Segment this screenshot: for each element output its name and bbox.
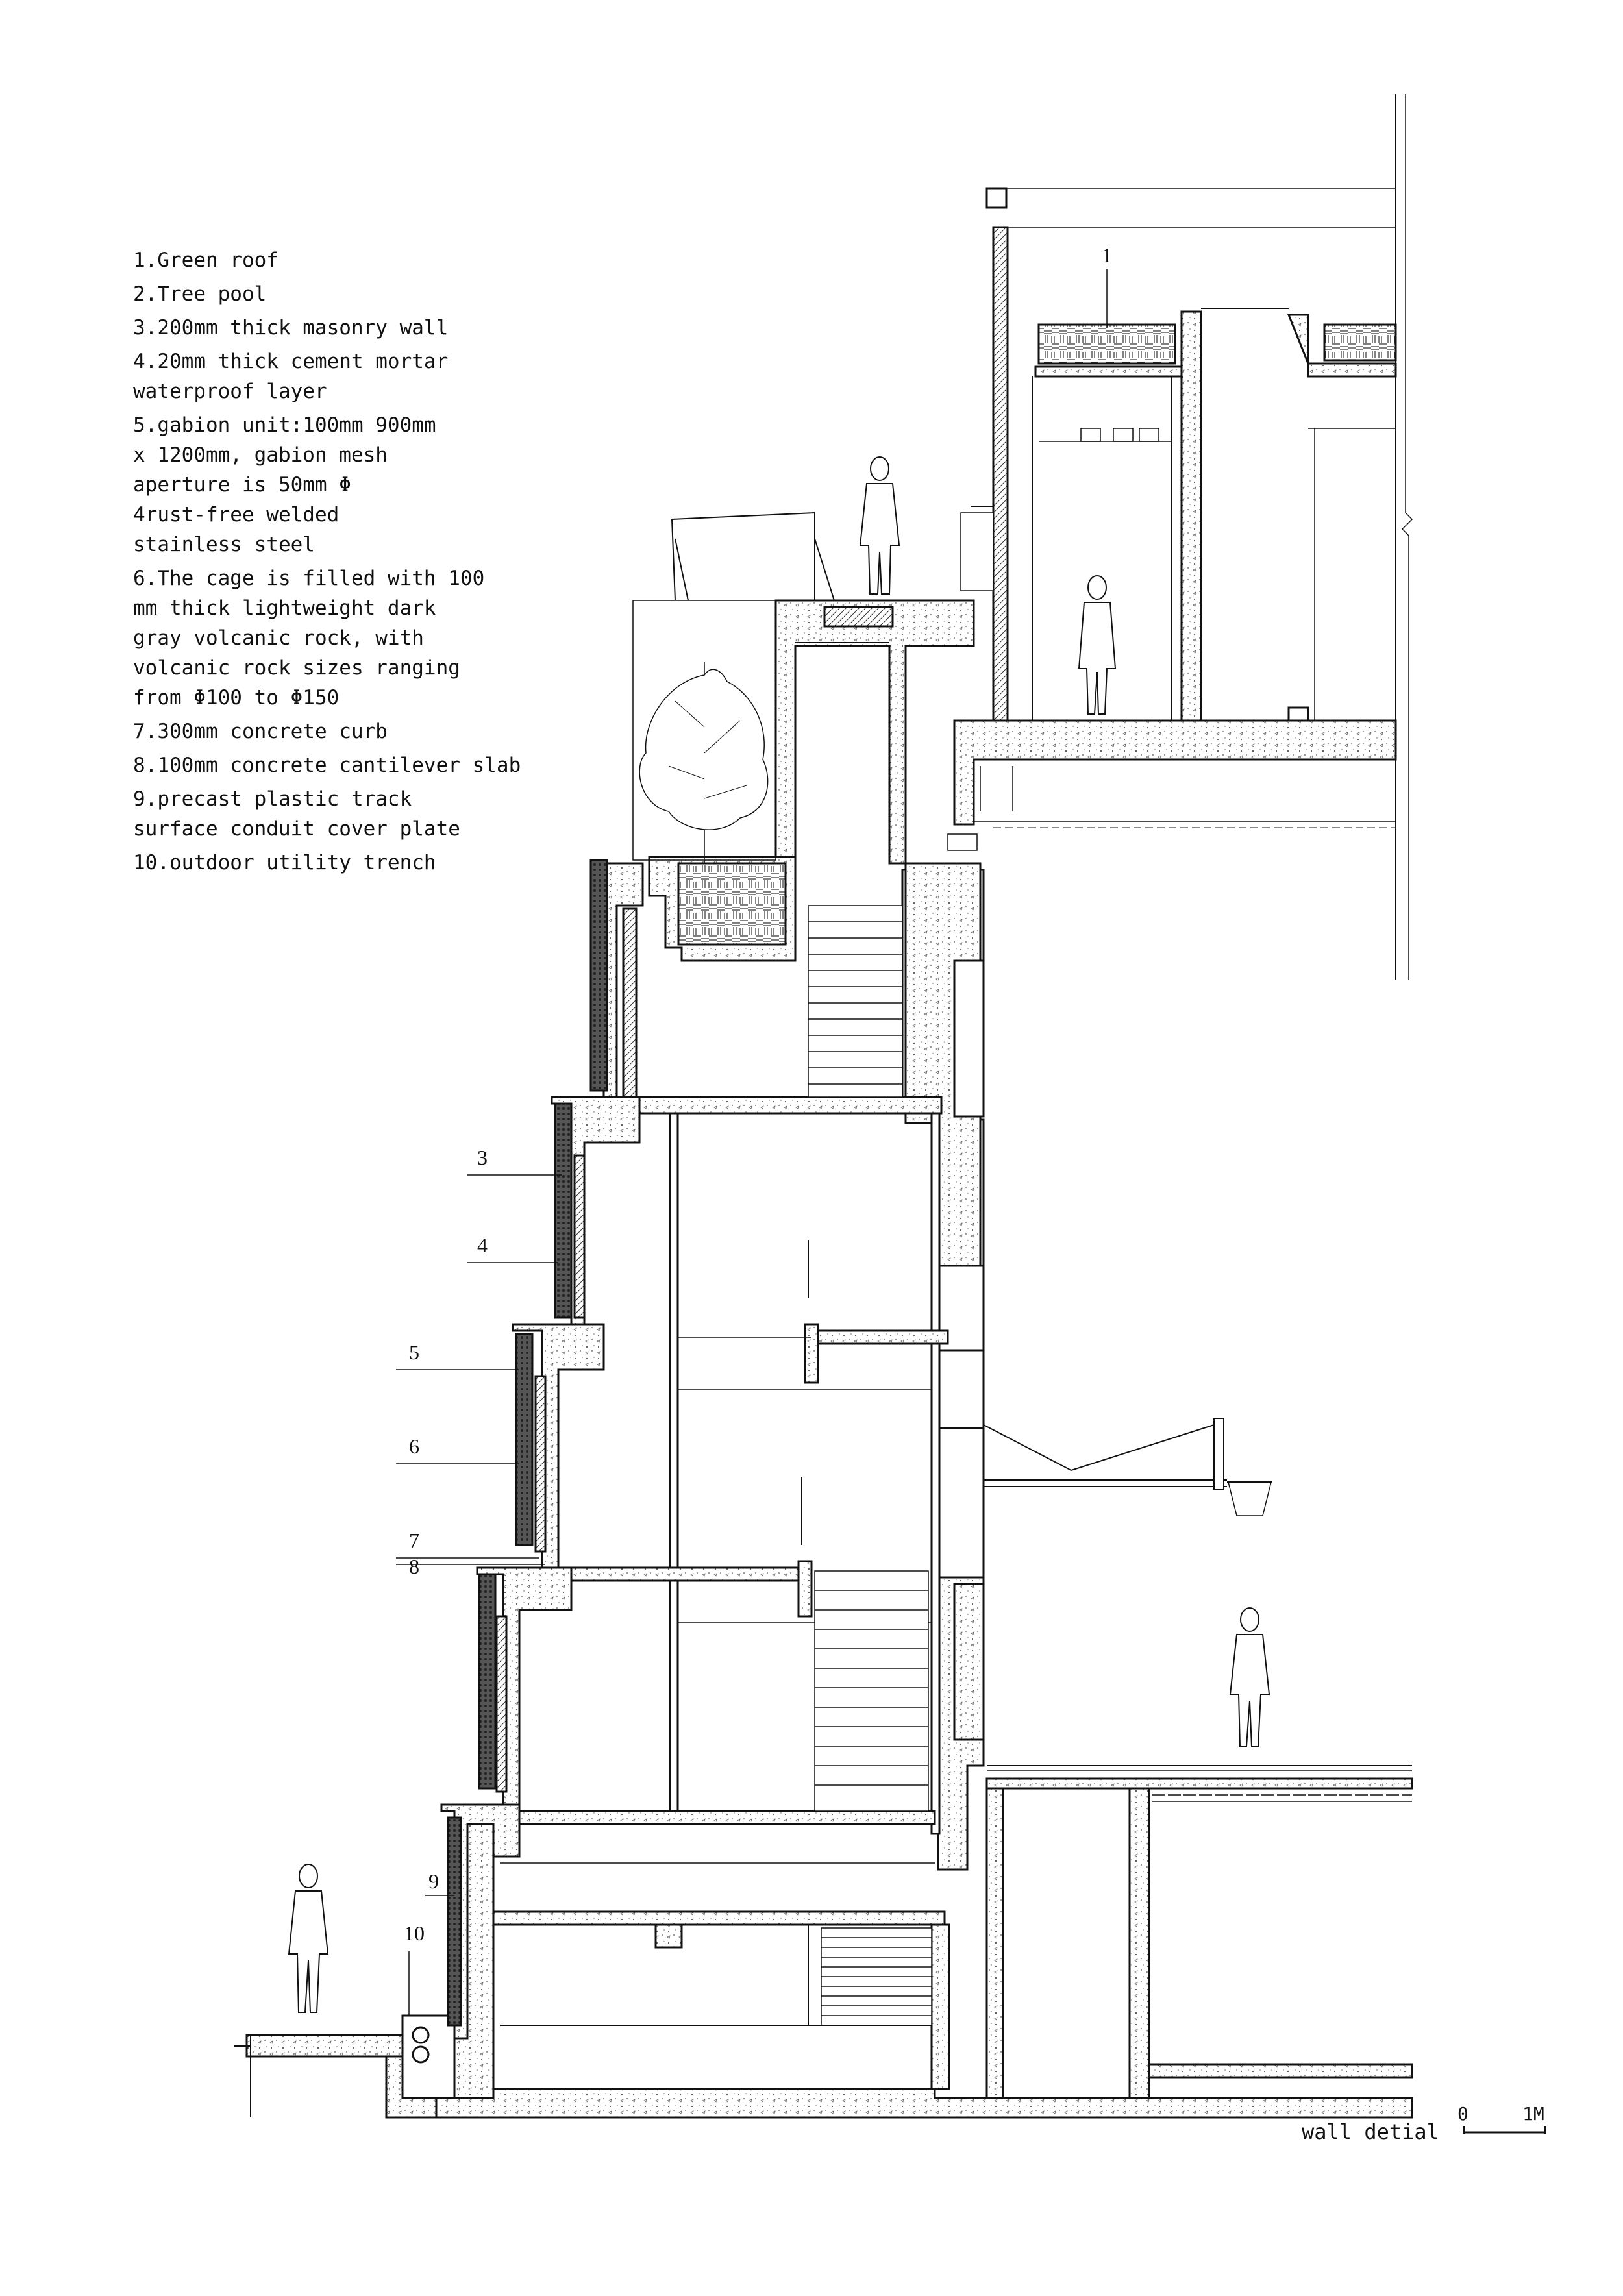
tree <box>639 662 767 863</box>
callout-8: 8 <box>409 1555 419 1578</box>
legend-item-10: 10.outdoor utility trench <box>133 851 436 874</box>
legend-item-1: 1.Green roof <box>133 249 279 272</box>
callout-6: 6 <box>409 1435 419 1458</box>
scale-bar <box>1464 2126 1545 2134</box>
legend-item-8: 8.100mm concrete cantilever slab <box>133 754 521 777</box>
scale-end-label: 1M <box>1522 2103 1544 2125</box>
stair-lower <box>815 1571 928 1811</box>
legend-item-3: 3.200mm thick masonry wall <box>133 316 449 339</box>
callout-4: 4 <box>477 1233 488 1257</box>
roof-railing <box>672 513 834 600</box>
upper-building <box>948 94 1396 980</box>
tree-planter-wall <box>776 600 974 863</box>
person-ground <box>289 1864 328 2012</box>
callout-9: 9 <box>428 1870 439 1893</box>
legend-item-6: 6.The cage is filled with 100 mm thick lightweight dark gray volcanic rock, with volcanic rock sizes ranging from Φ100 to Φ150 <box>133 567 485 710</box>
legend-item-7: 7.300mm concrete curb <box>133 720 388 743</box>
facade-step-1 <box>591 857 795 1097</box>
facade-step-3 <box>513 1324 604 1568</box>
drawing-caption: wall detial <box>1302 2119 1439 2144</box>
basement-stair <box>821 1928 932 2025</box>
legend-item-9: 9.precast plastic track surface conduit cover plate <box>133 787 460 841</box>
callout-5: 5 <box>409 1340 419 1364</box>
person-roof <box>860 457 899 594</box>
legend-item-2: 2.Tree pool <box>133 282 267 306</box>
legend-item-5: 5.gabion unit:100mm 900mm x 1200mm, gabion mesh aperture is 50mm Φ 4rust-free welded stainless steel <box>133 414 436 556</box>
basketball-hoop <box>984 1418 1272 1516</box>
person-upper <box>1079 576 1115 714</box>
legend-item-4: 4.20mm thick cement mortar waterproof layer <box>133 350 449 403</box>
sports-field-structure <box>987 1766 1412 2098</box>
callout-3: 3 <box>477 1146 488 1169</box>
facade-step-2 <box>552 1097 639 1324</box>
facade-step-4 <box>477 1568 571 1811</box>
callout-10: 10 <box>404 1921 425 1945</box>
person-field <box>1230 1608 1269 1746</box>
stair-upper <box>808 906 902 1097</box>
callout-1: 1 <box>1102 243 1112 267</box>
callout-7: 7 <box>409 1529 419 1552</box>
utility-trench <box>403 2016 454 2098</box>
scale-start-label: 0 <box>1457 2103 1468 2125</box>
